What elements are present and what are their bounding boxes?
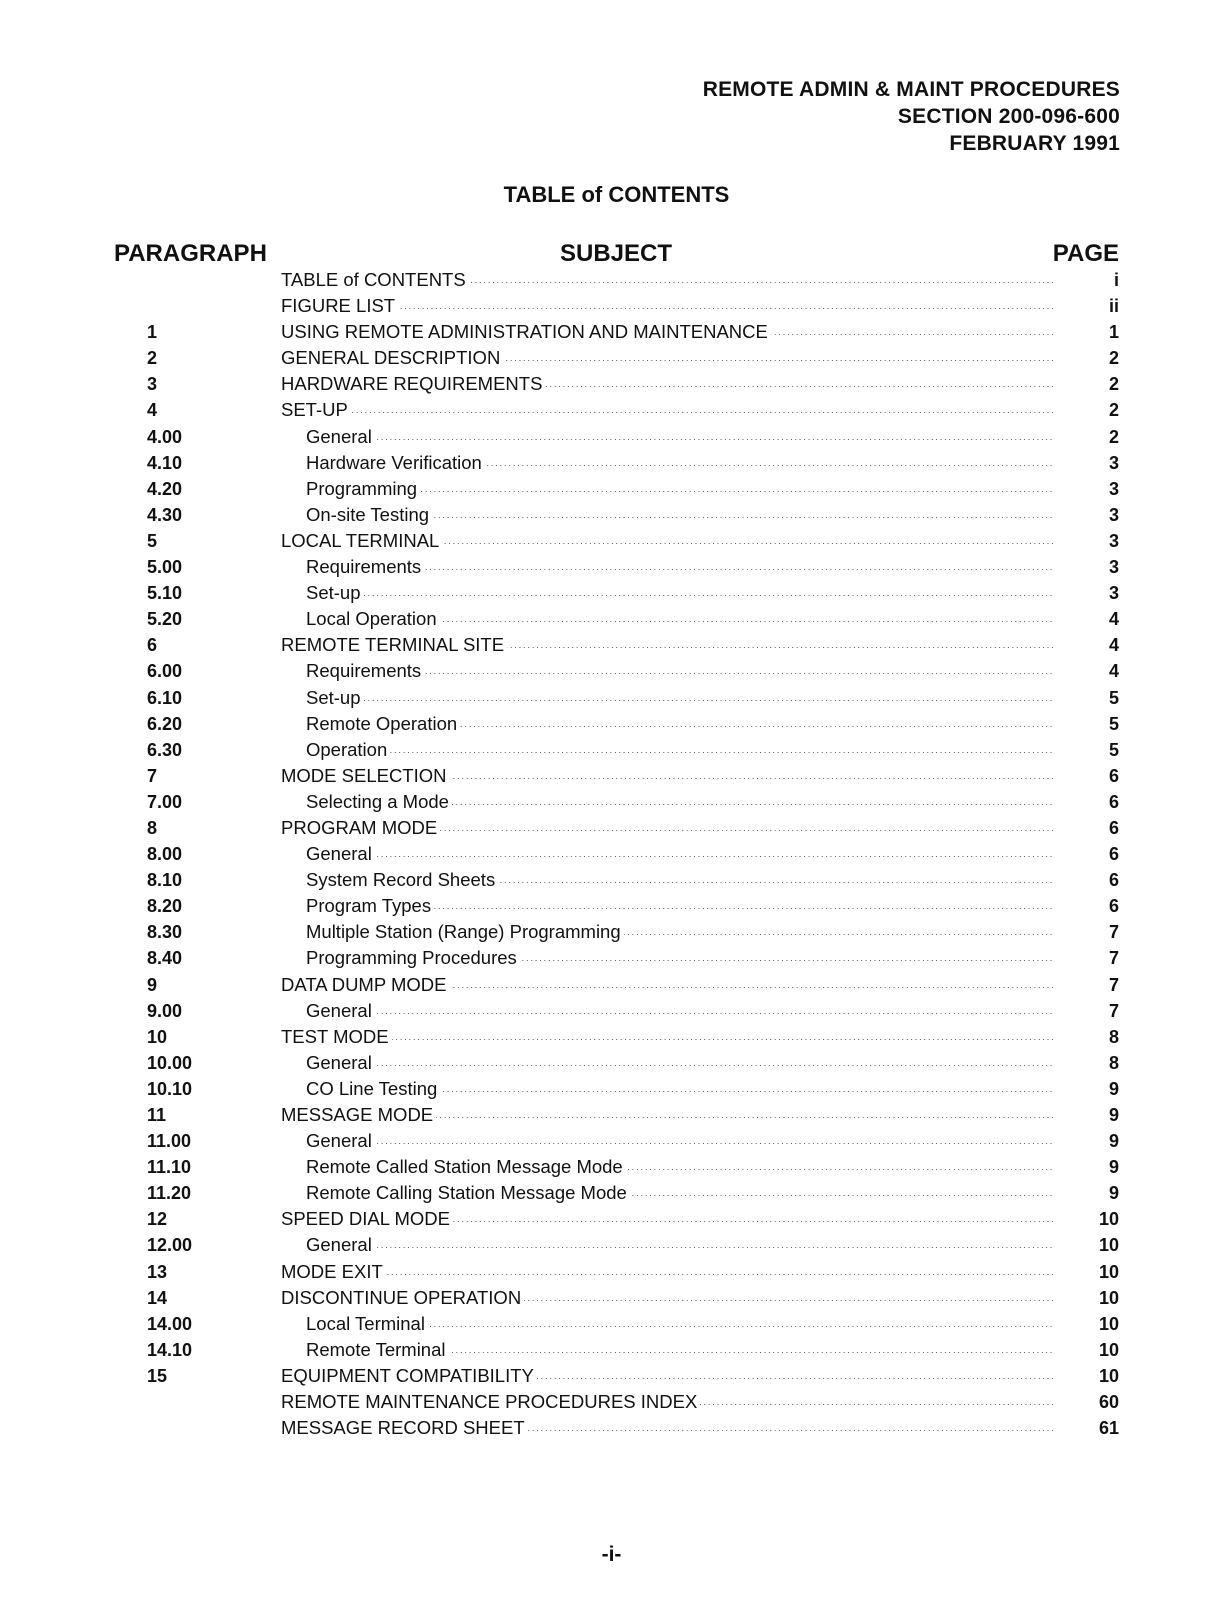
toc-entry-subject-text: MESSAGE RECORD SHEET (281, 1417, 528, 1438)
toc-entry-paragraph-number: 5.10 (147, 583, 183, 604)
toc-entry (0, 1390, 1223, 1416)
toc-entry-page-number: 6 (1108, 765, 1119, 786)
toc-entry (0, 555, 1223, 581)
toc-entry-page-number: 9 (1108, 1078, 1119, 1099)
toc-entry-subject-text: DATA DUMP MODE (281, 974, 450, 995)
toc-entry-subject (281, 1208, 1053, 1230)
toc-entry-page-number: 2 (1108, 348, 1119, 369)
toc-entry-subject (306, 504, 1053, 526)
toc-entry-subject-text: General (306, 1052, 375, 1073)
toc-entry-subject (281, 269, 1053, 291)
header-section: SECTION 200-096-600 (897, 105, 1120, 128)
toc-entry-subject-text: On-site Testing (306, 504, 432, 525)
toc-entry-paragraph-number: 12 (147, 1209, 168, 1230)
toc-entry-paragraph-number: 8 (147, 817, 158, 838)
toc-entry-subject-text: SET-UP (281, 399, 351, 420)
toc-entry-paragraph-number: 9 (147, 974, 158, 995)
toc-list (0, 268, 1223, 1442)
toc-entry-subject (306, 1182, 1053, 1204)
toc-entry-subject-text: Remote Called Station Message Mode (306, 1156, 626, 1177)
toc-entry-page-number: 6 (1108, 870, 1119, 891)
toc-entry-subject-text: SPEED DIAL MODE (281, 1208, 453, 1229)
toc-entry-page-number: 2 (1108, 374, 1119, 395)
toc-entry-subject (281, 765, 1053, 787)
toc-entry-subject-text: General (306, 426, 375, 447)
toc-entry-page-number: 3 (1108, 504, 1119, 525)
toc-entry-page-number: 4 (1108, 635, 1119, 656)
toc-entry-paragraph-number: 8.20 (147, 896, 183, 917)
toc-entry (0, 1312, 1223, 1338)
toc-entry-page-number: 3 (1108, 557, 1119, 578)
toc-entry (0, 946, 1223, 972)
toc-entry-paragraph-number: 12.00 (147, 1235, 193, 1256)
toc-entry-subject (306, 713, 1053, 735)
toc-entry (0, 320, 1223, 346)
toc-entry-subject-text: USING REMOTE ADMINISTRATION AND MAINTENANCE (281, 321, 771, 342)
toc-entry-paragraph-number: 7 (147, 765, 158, 786)
toc-entry-subject-text: Requirements (306, 660, 424, 681)
toc-entry-page-number: 9 (1108, 1157, 1119, 1178)
toc-entry-paragraph-number: 15 (147, 1365, 168, 1386)
toc-entry (0, 425, 1223, 451)
toc-entry-subject (281, 295, 1053, 317)
column-header-subject: SUBJECT (560, 240, 673, 267)
toc-entry-paragraph-number: 13 (147, 1261, 168, 1282)
toc-entry-subject-text: LOCAL TERMINAL (281, 530, 442, 551)
toc-entry-subject-text: Remote Terminal (306, 1339, 449, 1360)
toc-entry-page-number: 6 (1108, 844, 1119, 865)
toc-entry (0, 398, 1223, 424)
toc-entry-subject (306, 895, 1053, 917)
toc-entry (0, 659, 1223, 685)
toc-title: TABLE of CONTENTS (503, 182, 730, 207)
toc-entry-subject-text: General (306, 1234, 375, 1255)
toc-entry-page-number: 5 (1108, 739, 1119, 760)
document-header (703, 76, 1120, 157)
column-header-paragraph: PARAGRAPH (114, 240, 267, 267)
toc-entry-paragraph-number: 4 (147, 400, 158, 421)
toc-entry-subject-text: REMOTE MAINTENANCE PROCEDURES INDEX (281, 1391, 700, 1412)
toc-entry-subject-text: FIGURE LIST (281, 295, 398, 316)
toc-entry-subject (306, 739, 1053, 761)
toc-entry (0, 607, 1223, 633)
toc-entry-page-number: 60 (1098, 1392, 1119, 1413)
toc-entry-subject-text: TABLE of CONTENTS (281, 269, 469, 290)
toc-entry (0, 686, 1223, 712)
toc-entry-page-number: 10 (1098, 1235, 1119, 1256)
toc-entry-subject (281, 1261, 1053, 1283)
toc-entry-page-number: 9 (1108, 1183, 1119, 1204)
toc-entry (0, 816, 1223, 842)
toc-entry (0, 1077, 1223, 1103)
toc-entry-subject-text: CO Line Testing (306, 1078, 440, 1099)
toc-entry-paragraph-number: 1 (147, 322, 158, 343)
toc-entry (0, 973, 1223, 999)
toc-entry (0, 738, 1223, 764)
toc-entry-page-number: 10 (1098, 1339, 1119, 1360)
toc-entry (0, 1416, 1223, 1442)
toc-entry-page-number: 7 (1108, 1000, 1119, 1021)
toc-entry (0, 268, 1223, 294)
toc-entry (0, 633, 1223, 659)
toc-entry (0, 842, 1223, 868)
toc-entry-subject (306, 1156, 1053, 1178)
toc-entry-paragraph-number: 5.20 (147, 609, 183, 630)
toc-entry (0, 894, 1223, 920)
toc-entry-paragraph-number: 3 (147, 374, 158, 395)
toc-entry-subject-text: MESSAGE MODE (281, 1104, 436, 1125)
toc-entry-subject-text: TEST MODE (281, 1026, 392, 1047)
toc-entry-page-number: 7 (1108, 948, 1119, 969)
toc-entry-subject-text: Operation (306, 739, 390, 760)
toc-entry (0, 451, 1223, 477)
toc-entry-paragraph-number: 11.10 (147, 1157, 192, 1178)
toc-entry-subject (281, 634, 1053, 656)
toc-entry-paragraph-number: 2 (147, 348, 158, 369)
toc-entry-subject-text: Local Operation (306, 608, 440, 629)
toc-entry-paragraph-number: 14.10 (147, 1339, 193, 1360)
toc-entry-paragraph-number: 14.00 (147, 1313, 193, 1334)
toc-entry-subject (306, 660, 1053, 682)
toc-entry-subject (281, 373, 1053, 395)
toc-entry-subject (306, 608, 1053, 630)
toc-entry (0, 712, 1223, 738)
toc-entry-paragraph-number: 10.10 (147, 1078, 193, 1099)
toc-entry-subject-text: Remote Operation (306, 713, 460, 734)
toc-entry-subject-text: Program Types (306, 895, 434, 916)
toc-entry (0, 868, 1223, 894)
toc-entry-subject (281, 321, 1053, 343)
toc-entry-paragraph-number: 6.20 (147, 713, 183, 734)
toc-entry-page-number: 5 (1108, 687, 1119, 708)
toc-entry (0, 920, 1223, 946)
toc-entry-page-number: 4 (1108, 609, 1119, 630)
toc-entry-page-number: 7 (1108, 974, 1119, 995)
toc-entry-subject (306, 1234, 1053, 1256)
toc-entry-subject (306, 582, 1053, 604)
toc-entry-subject (306, 843, 1053, 865)
toc-entry-page-number: 4 (1108, 661, 1119, 682)
toc-entry-page-number: 6 (1108, 817, 1119, 838)
toc-entry-page-number: 3 (1108, 583, 1119, 604)
toc-entry-subject-text: Selecting a Mode (306, 791, 452, 812)
toc-entry (0, 581, 1223, 607)
toc-entry-subject-text: Set-up (306, 687, 364, 708)
toc-entry-page-number: 10 (1098, 1313, 1119, 1334)
toc-entry-subject-text: EQUIPMENT COMPATIBILITY (281, 1365, 537, 1386)
toc-entry-subject (306, 1078, 1053, 1100)
toc-entry-page-number: 9 (1108, 1131, 1119, 1152)
toc-entry-subject (306, 478, 1053, 500)
toc-entry-subject-text: Programming Procedures (306, 947, 520, 968)
toc-entry-paragraph-number: 6 (147, 635, 158, 656)
toc-entry-page-number: 5 (1108, 713, 1119, 734)
toc-entry-page-number: 8 (1108, 1026, 1119, 1047)
toc-entry-subject-text: Remote Calling Station Message Mode (306, 1182, 630, 1203)
toc-entry-subject (306, 1313, 1053, 1335)
toc-entry (0, 1129, 1223, 1155)
toc-entry-subject (306, 791, 1053, 813)
header-title: REMOTE ADMIN & MAINT PROCEDURES (702, 78, 1120, 101)
toc-entry (0, 764, 1223, 790)
toc-entry-subject (306, 921, 1053, 943)
toc-entry-subject (281, 1365, 1053, 1387)
toc-entry-paragraph-number: 4.20 (147, 478, 183, 499)
toc-entry-paragraph-number: 4.30 (147, 504, 183, 525)
toc-entry-subject (306, 947, 1053, 969)
toc-entry (0, 503, 1223, 529)
toc-entry-subject (306, 1052, 1053, 1074)
toc-entry-paragraph-number: 8.40 (147, 948, 183, 969)
toc-entry-paragraph-number: 11 (147, 1105, 167, 1125)
toc-entry-paragraph-number: 11.20 (147, 1183, 192, 1204)
toc-entry-paragraph-number: 8.00 (147, 844, 183, 865)
toc-entry (0, 346, 1223, 372)
toc-entry-page-number: i (1113, 270, 1119, 290)
toc-entry (0, 1025, 1223, 1051)
toc-entry (0, 1286, 1223, 1312)
toc-entry-page-number: 10 (1098, 1287, 1119, 1308)
toc-entry-paragraph-number: 9.00 (147, 1000, 183, 1021)
toc-entry-page-number: 6 (1108, 791, 1119, 812)
toc-entry-subject (306, 687, 1053, 709)
toc-entry-paragraph-number: 14 (147, 1287, 168, 1308)
toc-entry-subject (281, 399, 1053, 421)
toc-entry (0, 1181, 1223, 1207)
toc-entry-subject-text: Programming (306, 478, 420, 499)
toc-entry (0, 1103, 1223, 1129)
toc-entry (0, 294, 1223, 320)
toc-entry-page-number: ii (1108, 296, 1119, 317)
toc-entry-page-number: 10 (1098, 1261, 1119, 1282)
toc-entry-paragraph-number: 5.00 (147, 557, 183, 578)
toc-entry-subject (306, 1000, 1053, 1022)
toc-entry-page-number: 3 (1108, 478, 1119, 499)
toc-entry-page-number: 10 (1098, 1365, 1119, 1386)
toc-entry-subject-text: PROGRAM MODE (281, 817, 440, 838)
toc-entry-page-number: 1 (1108, 322, 1119, 343)
toc-entry-subject (281, 530, 1053, 552)
toc-entry-subject (306, 556, 1053, 578)
toc-entry-paragraph-number: 5 (147, 530, 158, 551)
toc-entry-subject-text: DISCONTINUE OPERATION (281, 1287, 524, 1308)
toc-entry-subject (281, 1026, 1053, 1048)
toc-entry-paragraph-number: 6.10 (147, 687, 183, 708)
toc-entry (0, 1338, 1223, 1364)
toc-entry-page-number: 2 (1108, 400, 1119, 421)
toc-entry-subject (281, 1287, 1053, 1309)
toc-entry-page-number: 3 (1108, 530, 1119, 551)
toc-entry-paragraph-number: 4.00 (147, 426, 183, 447)
toc-entry-subject-text: Set-up (306, 582, 364, 603)
toc-entry-page-number: 8 (1108, 1052, 1119, 1073)
toc-entry-subject (281, 1417, 1053, 1439)
toc-entry-subject (306, 869, 1053, 891)
toc-entry-subject (306, 452, 1053, 474)
toc-entry (0, 1051, 1223, 1077)
toc-entry-paragraph-number: 11.00 (147, 1131, 192, 1152)
toc-entry-subject-text: HARDWARE REQUIREMENTS (281, 373, 545, 394)
toc-entry-subject-text: Requirements (306, 556, 424, 577)
toc-entry-subject-text: MODE SELECTION (281, 765, 450, 786)
toc-entry (0, 372, 1223, 398)
toc-entry-subject-text: GENERAL DESCRIPTION (281, 347, 503, 368)
toc-entry (0, 1207, 1223, 1233)
toc-entry-subject-text: General (306, 843, 375, 864)
toc-entry-subject-text: MODE EXIT (281, 1261, 386, 1282)
toc-entry (0, 1260, 1223, 1286)
toc-entry-page-number: 3 (1108, 452, 1119, 473)
toc-entry-subject (281, 817, 1053, 839)
toc-entry-subject (281, 347, 1053, 369)
toc-entry (0, 790, 1223, 816)
toc-entry-subject-text: System Record Sheets (306, 869, 498, 890)
toc-entry (0, 1155, 1223, 1181)
toc-entry-page-number: 2 (1108, 426, 1119, 447)
toc-entry (0, 999, 1223, 1025)
toc-entry (0, 477, 1223, 503)
toc-entry-page-number: 10 (1098, 1209, 1119, 1230)
toc-entry-subject-text: Hardware Verification (306, 452, 485, 473)
toc-entry (0, 1233, 1223, 1259)
toc-entry-page-number: 61 (1098, 1418, 1119, 1439)
toc-entry-paragraph-number: 10.00 (147, 1052, 193, 1073)
toc-entry-subject-text: Local Terminal (306, 1313, 428, 1334)
toc-entry-paragraph-number: 6.00 (147, 661, 183, 682)
toc-entry-subject (281, 1391, 1053, 1413)
toc-entry (0, 529, 1223, 555)
toc-entry-subject-text: REMOTE TERMINAL SITE (281, 634, 507, 655)
toc-entry-subject-text: Multiple Station (Range) Programming (306, 921, 624, 942)
toc-entry-page-number: 9 (1108, 1105, 1119, 1125)
toc-entry (0, 1364, 1223, 1390)
toc-entry-paragraph-number: 4.10 (147, 452, 183, 473)
toc-entry-subject-text: General (306, 1130, 375, 1151)
toc-entry-page-number: 7 (1108, 922, 1119, 943)
toc-entry-paragraph-number: 10 (147, 1026, 168, 1047)
page-number-footer: -i- (601, 1543, 622, 1566)
toc-entry-subject (306, 1130, 1053, 1152)
toc-entry-subject (306, 1339, 1053, 1361)
toc-entry-paragraph-number: 8.30 (147, 922, 183, 943)
toc-entry-subject-text: General (306, 1000, 375, 1021)
column-header-page: PAGE (1052, 240, 1119, 267)
toc-entry-paragraph-number: 6.30 (147, 739, 183, 760)
toc-entry-paragraph-number: 8.10 (147, 870, 183, 891)
header-date: FEBRUARY 1991 (949, 132, 1120, 155)
toc-entry-paragraph-number: 7.00 (147, 791, 183, 812)
toc-entry-subject (281, 1104, 1053, 1126)
toc-entry-subject (306, 426, 1053, 448)
toc-entry-subject (281, 974, 1053, 996)
toc-entry-page-number: 6 (1108, 896, 1119, 917)
